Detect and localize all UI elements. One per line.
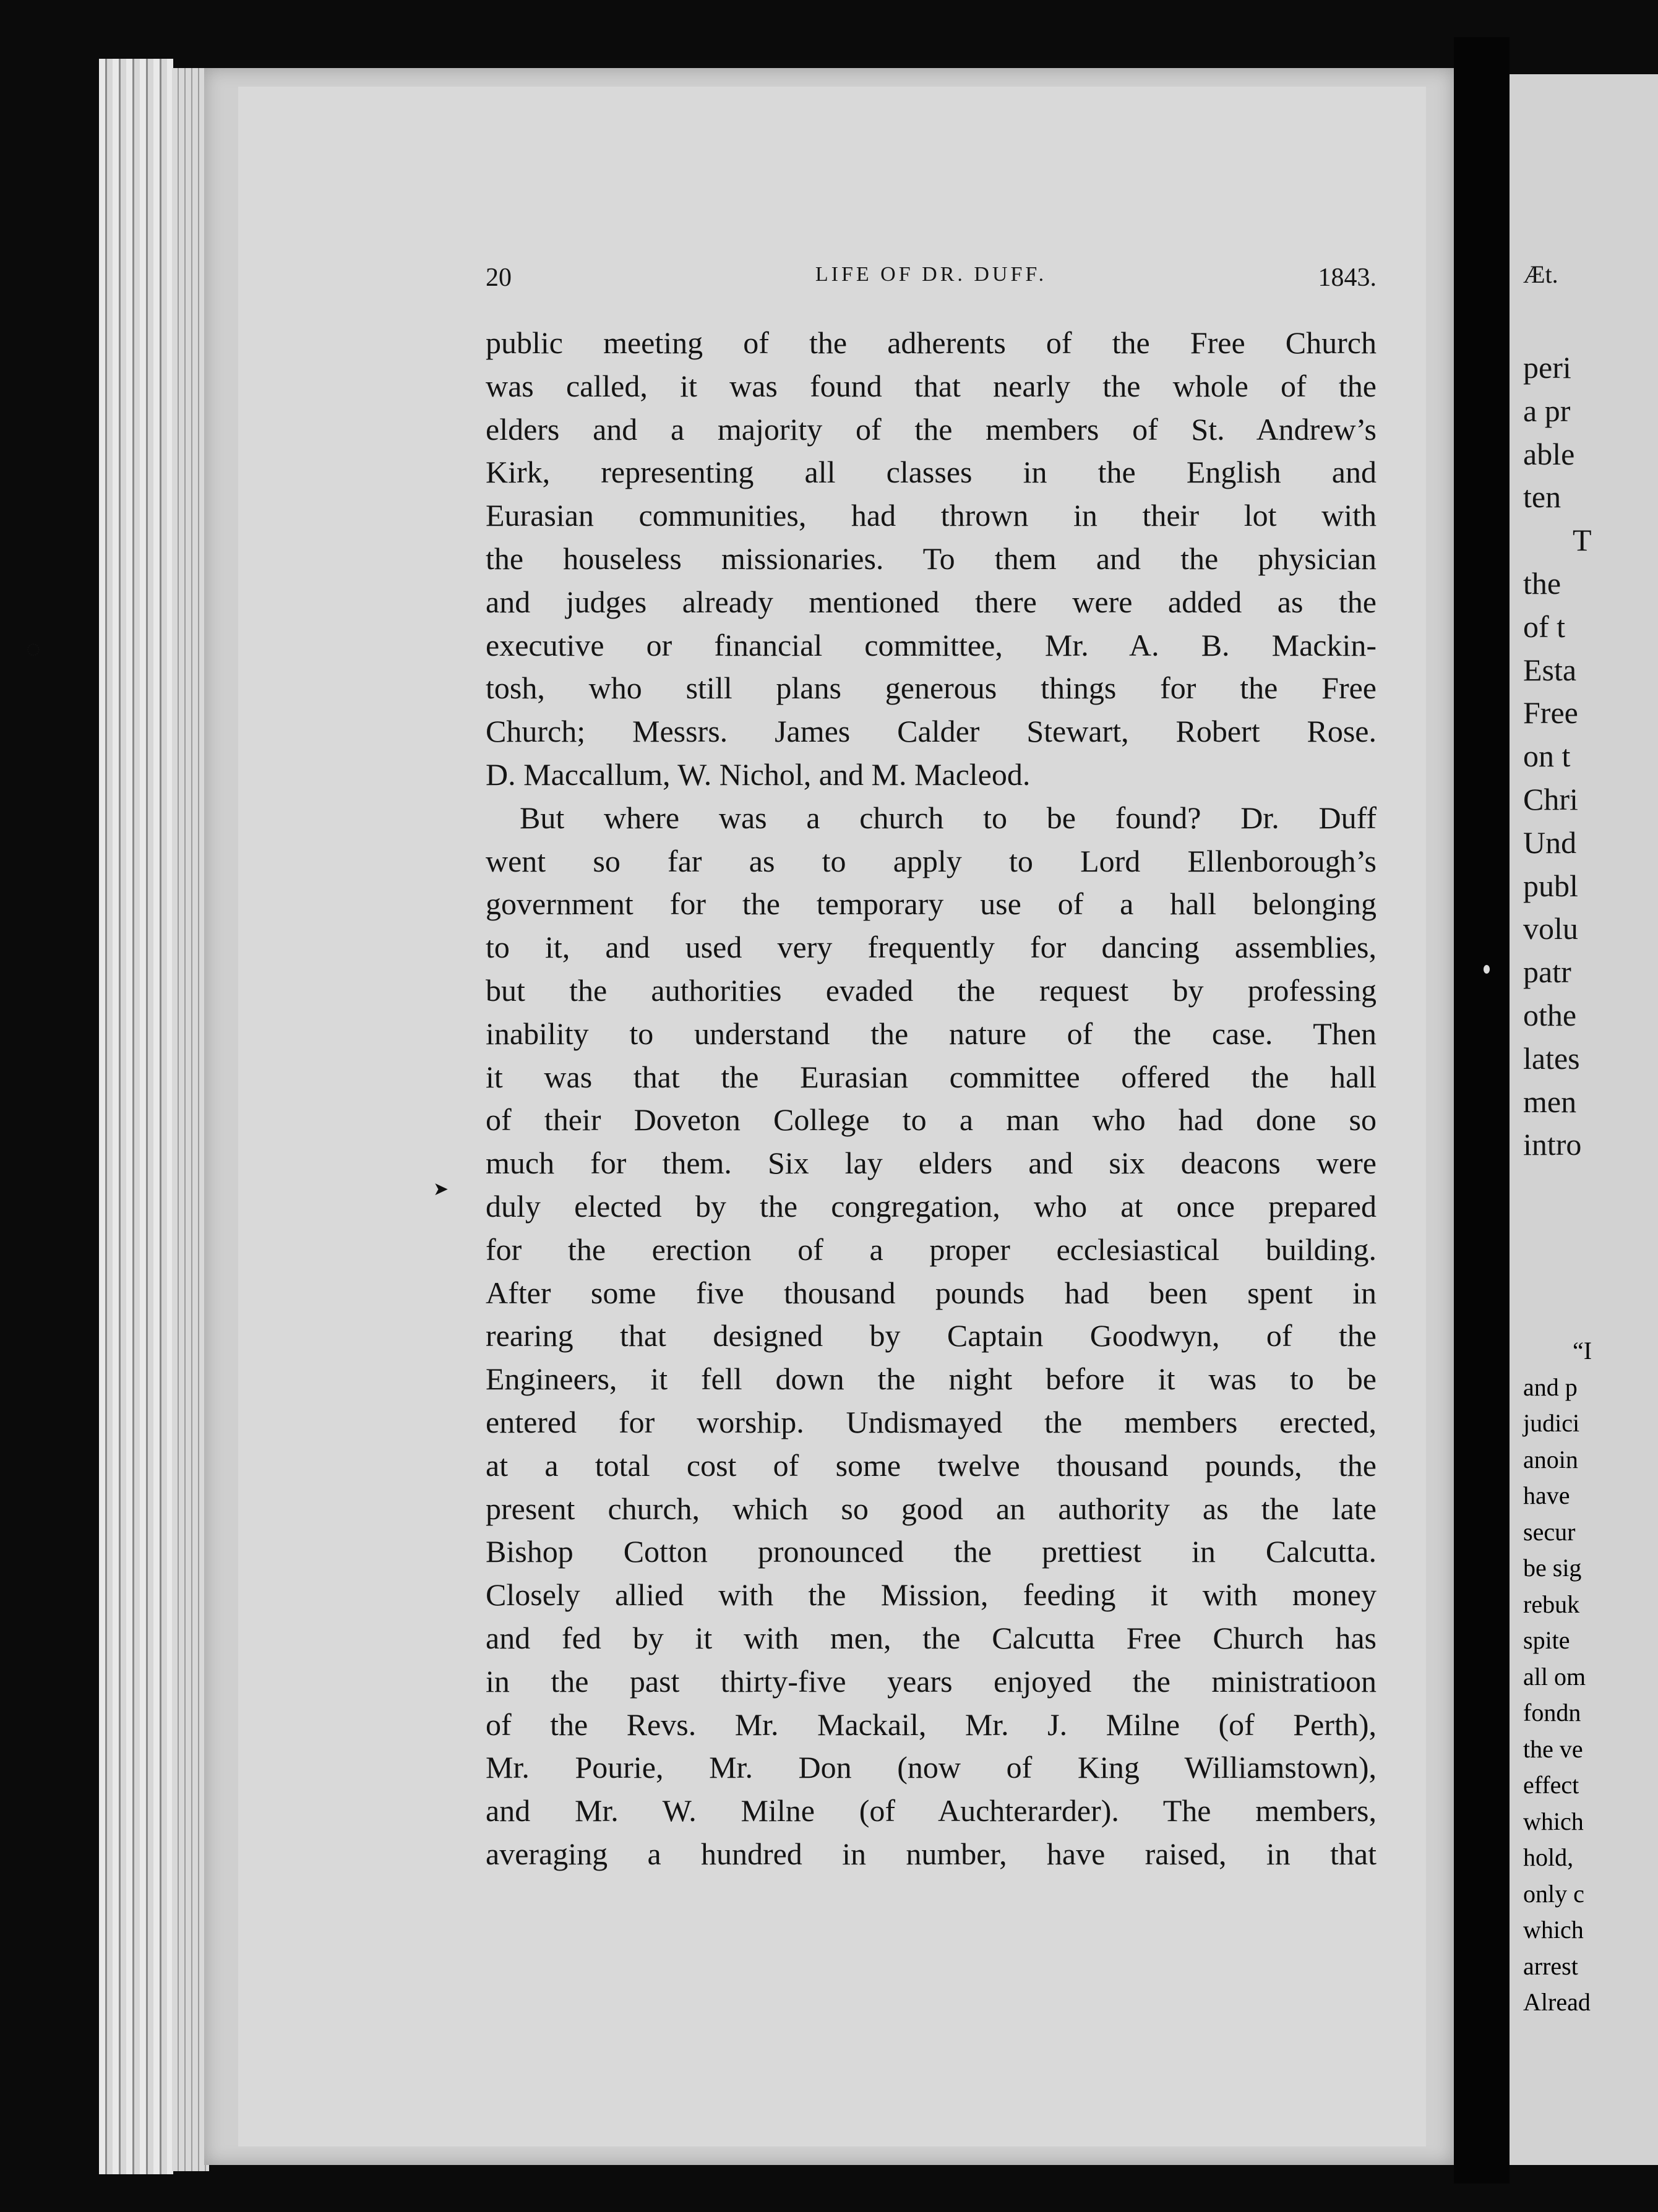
text-line: and Mr. W. Milne (of Auchterarder). The members, [486,1793,1377,1828]
facing-text-line: T [1573,523,1592,558]
facing-footnote-line: which [1523,1916,1584,1944]
text-line: Eurasian communities, had thrown in their lot with [486,498,1377,533]
text-line: and judges already mentioned there were added as the [486,584,1377,619]
text-line: in the past thirty-five years enjoyed the ministratioon [486,1663,1377,1699]
text-line: present church, which so good an authority as the late [486,1491,1377,1526]
facing-page [1510,74,1658,2165]
facing-footnote-line: rebuk [1523,1590,1580,1618]
text-line: duly elected by the congregation, who at once prepared [486,1188,1377,1224]
text-line: After some five thousand pounds had been spent in [486,1275,1377,1310]
text-line: was called, it was found that nearly the whole of the [486,368,1377,403]
running-year: 1843. [1318,264,1377,292]
running-title: LIFE OF DR. DUFF. [815,263,1047,286]
facing-text-line: the [1523,565,1561,601]
text-line: elders and a majority of the members of St. Andrew’s [486,411,1377,447]
facing-page-footnote-text [1523,1333,1592,2021]
scan-pointer-mark: ➤ [433,1179,449,1199]
page-number: 20 [486,264,512,292]
text-line: Mr. Pourie, Mr. Don (now of King Williamstown), [486,1750,1377,1785]
facing-footnote-line: judici [1523,1409,1580,1437]
text-line: tosh, who still plans generous things for the Free [486,671,1377,706]
facing-footnote-line: hold, [1523,1843,1574,1871]
text-line: for the erection of a proper ecclesiastical building. [486,1232,1377,1267]
text-line: Closely allied with the Mission, feeding it with money [486,1577,1377,1613]
text-line: averaging a hundred in number, have raised, in that [486,1836,1377,1871]
facing-text-line: on t [1523,739,1571,774]
facing-footnote-line: be sig [1523,1554,1582,1582]
facing-footnote-line: which [1523,1807,1584,1835]
text-line: at a total cost of some twelve thousand pounds, the [486,1447,1377,1483]
facing-footnote-line: arrest [1523,1952,1578,1980]
facing-text-line: publ [1523,868,1578,903]
text-line: Bishop Cotton pronounced the prettiest in Calcutta. [486,1534,1377,1569]
facing-text-line: Esta [1523,652,1577,687]
facing-text-line: volu [1523,911,1578,946]
facing-text-line: peri [1523,350,1571,385]
facing-footnote-line: and p [1523,1373,1578,1401]
facing-footnote-line: effect [1523,1771,1579,1799]
facing-text-line: intro [1523,1127,1582,1162]
text-line: and fed by it with men, the Calcutta Free Church has [486,1620,1377,1655]
facing-text-line: men [1523,1084,1577,1119]
facing-footnote-line: spite [1523,1626,1570,1654]
facing-page-running-head: Æt. [1523,260,1558,288]
facing-footnote-line: the ve [1523,1734,1583,1763]
text-line: entered for worship. Undismayed the members erected, [486,1404,1377,1439]
facing-footnote-line: all om [1523,1662,1586,1691]
body-text [486,322,1377,1876]
text-line: government for the temporary use of a hall belonging [486,886,1377,922]
text-line: Church; Messrs. James Calder Stewart, Robert Rose. [486,714,1377,749]
facing-footnote-line: anoin [1523,1445,1578,1473]
text-line: Engineers, it fell down the night before it was to be [486,1361,1377,1397]
text-line: of the Revs. Mr. Mackail, Mr. J. Milne (of Perth), [486,1707,1377,1742]
facing-text-line: othe [1523,997,1577,1032]
text-line: D. Maccallum, W. Nichol, and M. Macleod. [486,757,1031,792]
facing-text-line: ten [1523,479,1561,515]
running-head [486,263,1377,300]
text-line: much for them. Six lay elders and six deacons were [486,1146,1377,1181]
text-line: of their Doveton College to a man who had done so [486,1102,1377,1138]
facing-text-line: patr [1523,954,1571,990]
scan-speck [1484,965,1490,974]
facing-text-line: a pr [1523,393,1571,428]
text-line: it was that the Eurasian committee offered the hall [486,1059,1377,1094]
text-line: executive or financial committee, Mr. A. B. Mackin- [486,627,1377,662]
text-line: the houseless missionaries. To them and the physician [486,541,1377,576]
facing-text-line: lates [1523,1040,1580,1076]
book-gutter [1454,37,1510,2184]
facing-footnote-line: fondn [1523,1699,1581,1726]
text-line: rearing that designed by Captain Goodwyn, of the [486,1318,1377,1353]
text-line: But where was a church to be found? Dr. Duff [520,800,1377,835]
text-line: went so far as to apply to Lord Ellenborough’s [486,843,1377,878]
text-line: but the authorities evaded the request by professing [486,972,1377,1008]
book-page-edges [99,59,173,2174]
facing-footnote-line: secur [1523,1517,1576,1546]
facing-text-line: Chri [1523,781,1578,817]
facing-text-line: Free [1523,695,1578,731]
book-page-edges-inner [172,68,209,2171]
facing-text-line: Und [1523,825,1577,860]
facing-page-text [1523,346,1658,1167]
text-line: inability to understand the nature of the case. Then [486,1016,1377,1051]
facing-footnote-line: Alread [1523,1988,1591,2016]
text-line: to it, and used very frequently for dancing assemblies, [486,930,1377,965]
facing-footnote-line: “I [1573,1337,1592,1365]
facing-footnote-line: only c [1523,1879,1584,1908]
text-line: public meeting of the adherents of the Free Church [486,325,1377,360]
scan-speck: ◌ [26,635,41,662]
text-line: Kirk, representing all classes in the English and [486,455,1377,490]
facing-footnote-line: have [1523,1481,1570,1509]
facing-text-line: of t [1523,609,1566,644]
facing-text-line: able [1523,436,1575,471]
